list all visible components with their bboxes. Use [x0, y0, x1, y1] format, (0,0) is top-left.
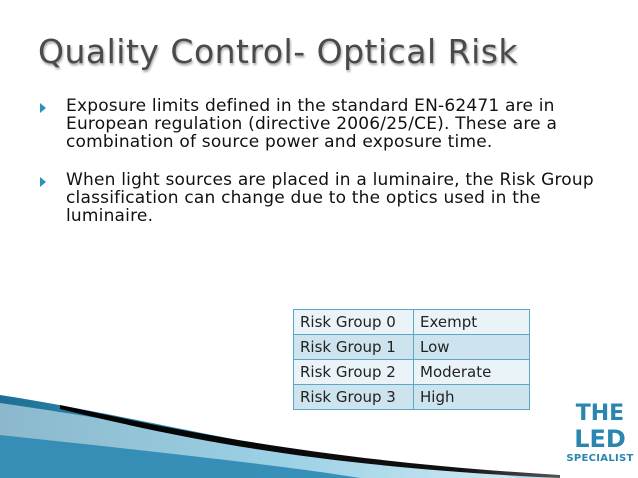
decorative-wave	[0, 395, 560, 478]
risk-level-cell: Moderate	[414, 360, 530, 385]
company-logo	[566, 402, 634, 476]
bullet-list	[40, 97, 610, 245]
bullet-item	[40, 171, 610, 225]
logo-line-led: LED	[574, 425, 626, 453]
slide-title: Quality Control- Optical Risk	[38, 32, 519, 71]
bullet-arrow-icon	[40, 103, 46, 113]
bullet-item	[40, 97, 610, 151]
logo-line-specialist: SPECIALIST	[566, 453, 634, 464]
risk-group-cell: Risk Group 2	[294, 360, 414, 385]
logo-line-the: THE	[575, 401, 625, 426]
risk-level-cell: High	[414, 385, 530, 410]
risk-level-cell: Low	[414, 335, 530, 360]
table-row	[294, 335, 530, 360]
bullet-text: Exposure limits defined in the standard EN-62471 are in European regulation (directive 2006/25/CE). These are a combination of source power and exposure time.	[66, 96, 558, 152]
table-row	[294, 310, 530, 335]
risk-group-cell: Risk Group 3	[294, 385, 414, 410]
bullet-text: When light sources are placed in a luminaire, the Risk Group classification can change due to the optics used in the luminaire.	[66, 170, 594, 226]
bullet-arrow-icon	[40, 177, 46, 187]
risk-level-cell: Exempt	[414, 310, 530, 335]
table-row	[294, 360, 530, 385]
risk-group-cell: Risk Group 0	[294, 310, 414, 335]
risk-group-cell: Risk Group 1	[294, 335, 414, 360]
